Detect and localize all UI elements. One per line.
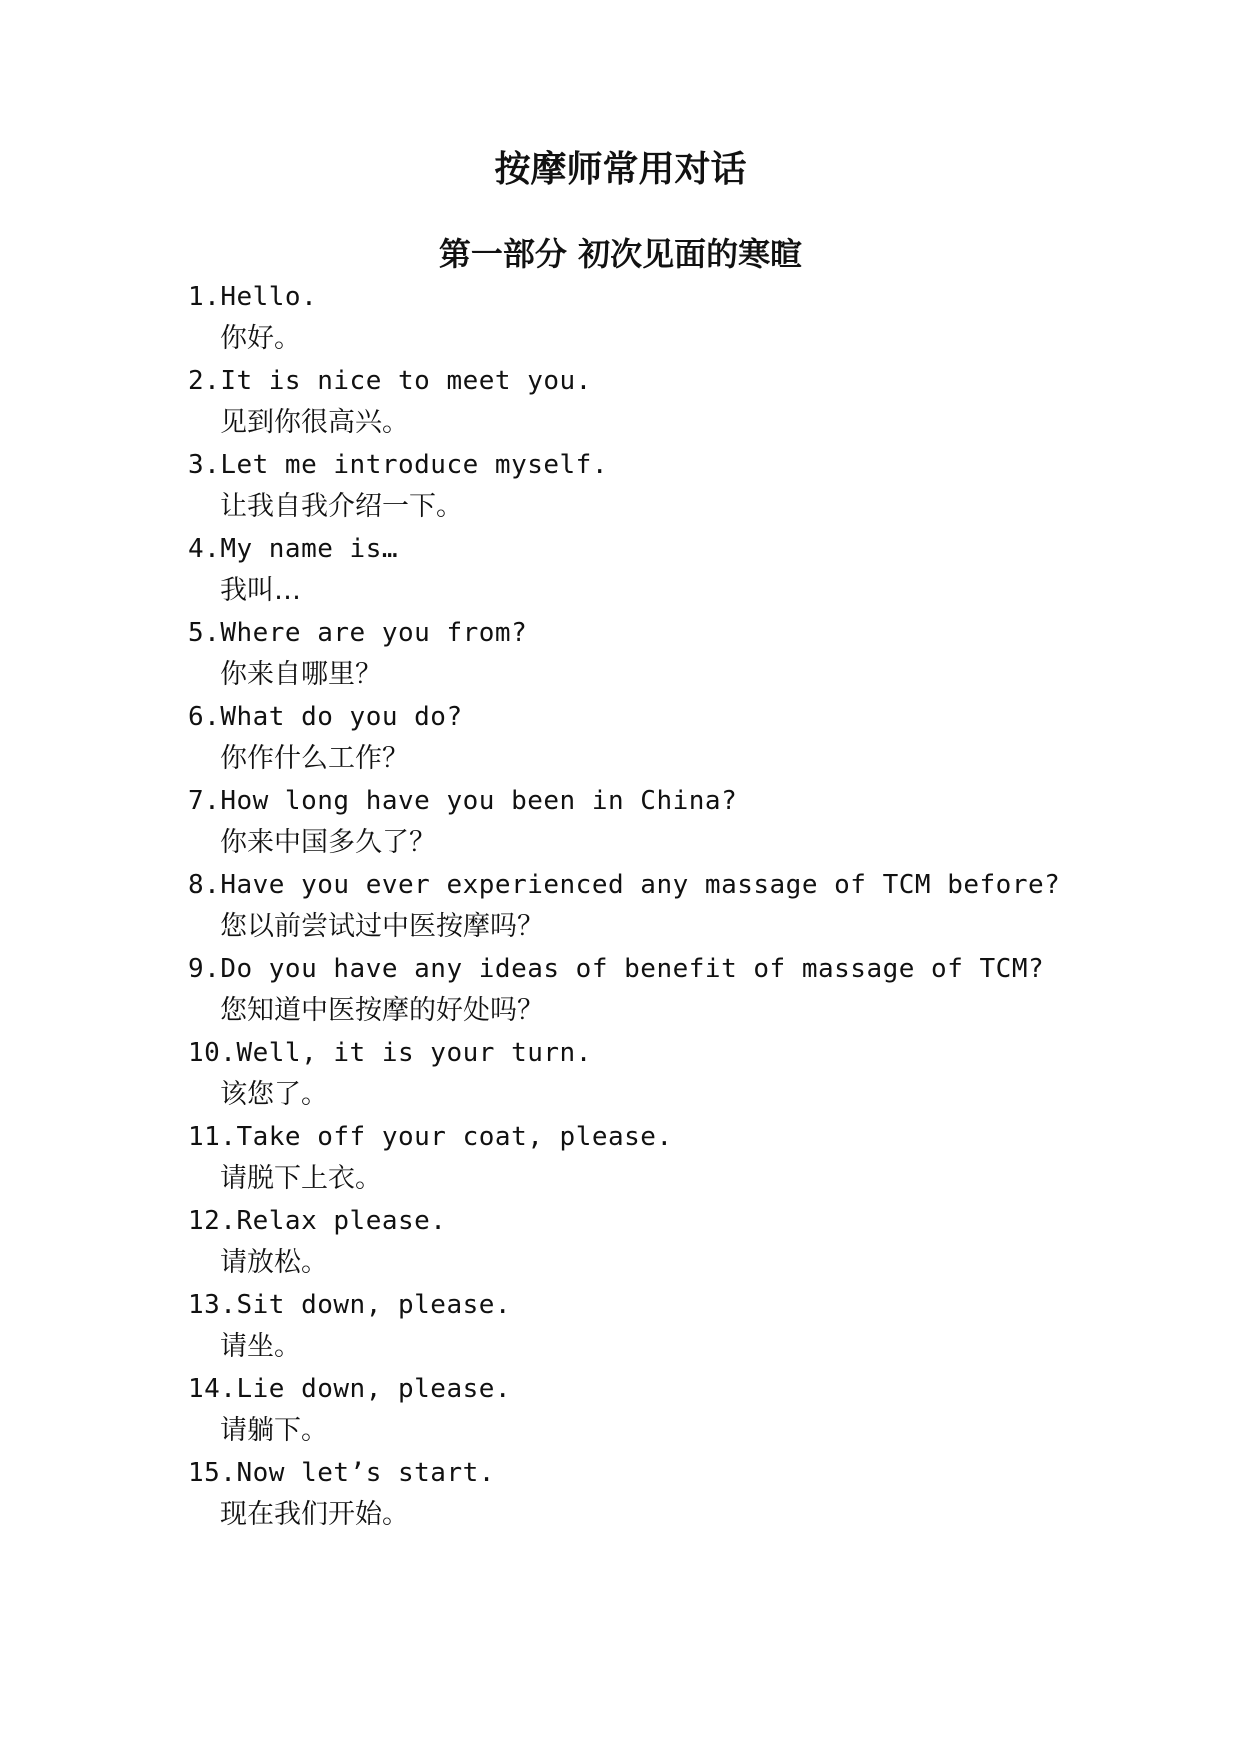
chinese-translation: 您以前尝试过中医按摩吗？: [220, 911, 544, 942]
chinese-translation: 见到你很高兴。: [220, 407, 409, 438]
phrase-item: [188, 528, 1188, 612]
english-phrase: [188, 1284, 1188, 1326]
item-number: 13.: [188, 1290, 237, 1320]
english-phrase: [188, 864, 1188, 906]
english-phrase: [188, 696, 1188, 738]
english-text: Do you have any ideas of benefit of massage of TCM?: [220, 954, 1045, 984]
phrase-item: [188, 696, 1188, 780]
chinese-translation: 请躺下。: [220, 1415, 328, 1446]
chinese-translation: 您知道中医按摩的好处吗？: [220, 995, 544, 1026]
phrase-item: [188, 1032, 1188, 1116]
english-phrase: [188, 1200, 1188, 1242]
chinese-translation: 我叫…: [220, 575, 301, 606]
phrase-item: [188, 1200, 1188, 1284]
english-phrase: [188, 444, 1188, 486]
item-number: 1.: [188, 282, 221, 312]
english-phrase: [188, 1032, 1188, 1074]
chinese-translation: 让我自我介绍一下。: [220, 491, 463, 522]
phrase-item: [188, 1368, 1188, 1452]
english-text: It is nice to meet you.: [220, 366, 592, 396]
chinese-translation: 你来自哪里？: [220, 659, 382, 690]
item-number: 15.: [188, 1458, 237, 1488]
item-number: 14.: [188, 1374, 237, 1404]
english-text: Have you ever experienced any massage of TCM before?: [220, 870, 1061, 900]
english-phrase: [188, 276, 1188, 318]
english-text: Relax please.: [236, 1206, 447, 1236]
phrase-item: [188, 780, 1188, 864]
english-text: Take off your coat, please.: [236, 1122, 673, 1152]
english-text: Now let’s start.: [236, 1458, 495, 1488]
chinese-translation: 请脱下上衣。: [220, 1163, 382, 1194]
phrase-item: [188, 864, 1188, 948]
english-phrase: [188, 780, 1188, 822]
english-text: My name is…: [220, 534, 398, 564]
item-number: 9.: [188, 954, 221, 984]
item-number: 4.: [188, 534, 221, 564]
section-title: 第一部分 初次见面的寒暄: [438, 235, 803, 273]
english-phrase: [188, 1368, 1188, 1410]
english-text: Where are you from?: [220, 618, 528, 648]
english-text: How long have you been in China?: [220, 786, 738, 816]
chinese-translation: 现在我们开始。: [220, 1499, 409, 1530]
phrase-item: [188, 444, 1188, 528]
phrase-item: [188, 948, 1188, 1032]
english-phrase: [188, 1452, 1188, 1494]
item-number: 2.: [188, 366, 221, 396]
phrase-item: [188, 276, 1188, 360]
english-phrase: [188, 1116, 1188, 1158]
english-phrase: [188, 528, 1188, 570]
chinese-translation: 你作什么工作？: [220, 743, 409, 774]
english-text: Lie down, please.: [236, 1374, 512, 1404]
phrase-item: [188, 1452, 1188, 1536]
phrase-item: [188, 1284, 1188, 1368]
item-number: 6.: [188, 702, 221, 732]
phrase-item: [188, 1116, 1188, 1200]
chinese-translation: 该您了。: [220, 1079, 328, 1110]
item-number: 12.: [188, 1206, 237, 1236]
english-phrase: [188, 360, 1188, 402]
english-text: What do you do?: [220, 702, 463, 732]
item-number: 7.: [188, 786, 221, 816]
phrase-item: [188, 612, 1188, 696]
english-phrase: [188, 612, 1188, 654]
phrase-item: [188, 360, 1188, 444]
english-text: Well, it is your turn.: [236, 1038, 592, 1068]
document-title: 按摩师常用对话: [494, 149, 747, 190]
english-text: Let me introduce myself.: [220, 450, 608, 480]
english-text: Hello.: [220, 282, 318, 312]
chinese-translation: 你好。: [220, 323, 301, 354]
english-phrase: [188, 948, 1188, 990]
item-number: 10.: [188, 1038, 237, 1068]
item-number: 5.: [188, 618, 221, 648]
phrase-list: [188, 276, 1188, 1536]
item-number: 11.: [188, 1122, 237, 1152]
chinese-translation: 请坐。: [220, 1331, 301, 1362]
chinese-translation: 你来中国多久了？: [220, 827, 436, 858]
item-number: 8.: [188, 870, 221, 900]
item-number: 3.: [188, 450, 221, 480]
chinese-translation: 请放松。: [220, 1247, 328, 1278]
english-text: Sit down, please.: [236, 1290, 512, 1320]
